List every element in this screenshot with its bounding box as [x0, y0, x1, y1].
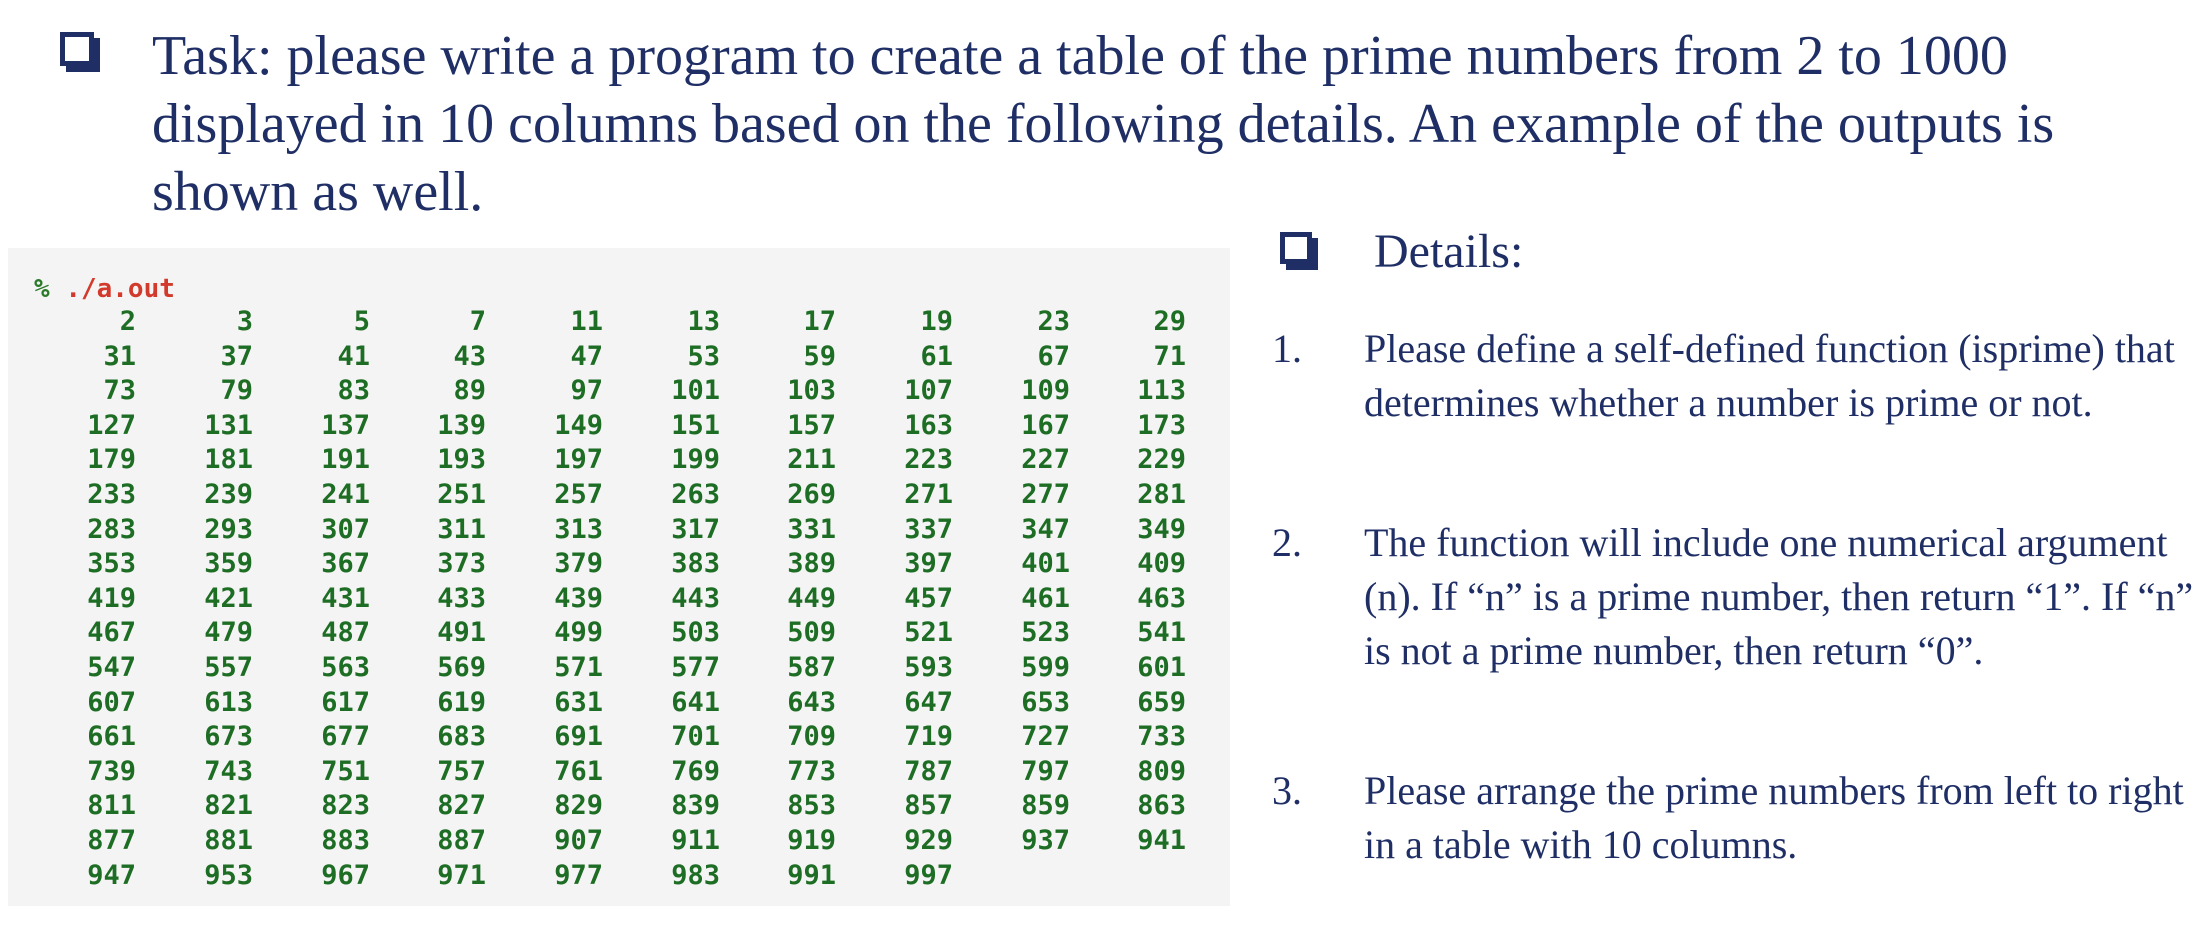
prime-cell: 337	[904, 513, 953, 545]
terminal-command: ./a.out	[65, 274, 175, 304]
prime-cell: 587	[787, 651, 836, 683]
prime-cell: 191	[321, 444, 370, 476]
prime-cell: 263	[671, 478, 720, 510]
prime-cell: 331	[787, 513, 836, 545]
list-number: 3.	[1272, 768, 1302, 813]
prime-cell: 2	[119, 306, 136, 337]
prime-cell: 229	[1137, 444, 1186, 476]
prime-cell: 19	[920, 306, 953, 337]
prime-cell: 41	[337, 340, 370, 372]
prime-cell: 251	[437, 478, 486, 510]
prime-cell: 439	[554, 582, 603, 614]
prime-cell: 991	[787, 859, 836, 891]
prime-cell: 149	[554, 409, 603, 441]
prime-cell: 911	[671, 824, 720, 856]
prime-cell: 977	[554, 859, 603, 891]
prime-cell: 179	[87, 444, 136, 476]
prime-cell: 607	[87, 686, 136, 718]
prime-cell: 613	[204, 686, 253, 718]
prime-row	[8, 583, 1230, 618]
prime-cell: 359	[204, 548, 253, 580]
prime-cell: 89	[453, 375, 486, 407]
prime-row	[8, 790, 1230, 825]
prime-row	[8, 306, 1230, 341]
list-number: 1.	[1272, 326, 1302, 371]
prime-cell: 3	[236, 306, 253, 337]
prime-cell: 751	[321, 755, 370, 787]
prime-cell: 409	[1137, 548, 1186, 580]
prime-cell: 449	[787, 582, 836, 614]
prime-row	[8, 479, 1230, 514]
prime-cell: 317	[671, 513, 720, 545]
prime-cell: 37	[220, 340, 253, 372]
prime-row	[8, 756, 1230, 791]
prime-cell: 349	[1137, 513, 1186, 545]
prime-row	[8, 652, 1230, 687]
prime-cell: 433	[437, 582, 486, 614]
prime-cell: 107	[904, 375, 953, 407]
prime-cell: 269	[787, 478, 836, 510]
prime-cell: 139	[437, 409, 486, 441]
prime-cell: 523	[1021, 617, 1070, 649]
prime-cell: 311	[437, 513, 486, 545]
prime-cell: 773	[787, 755, 836, 787]
prime-cell: 593	[904, 651, 953, 683]
prime-cell: 617	[321, 686, 370, 718]
prime-cell: 31	[103, 340, 136, 372]
prime-cell: 431	[321, 582, 370, 614]
prime-cell: 757	[437, 755, 486, 787]
prime-cell: 547	[87, 651, 136, 683]
prime-cell: 491	[437, 617, 486, 649]
prime-cell: 457	[904, 582, 953, 614]
prime-cell: 109	[1021, 375, 1070, 407]
prime-cell: 467	[87, 617, 136, 649]
prime-cell: 739	[87, 755, 136, 787]
prime-cell: 271	[904, 478, 953, 510]
prime-cell: 809	[1137, 755, 1186, 787]
prime-cell: 79	[220, 375, 253, 407]
prime-cell: 839	[671, 790, 720, 822]
prime-cell: 661	[87, 721, 136, 753]
prime-cell: 569	[437, 651, 486, 683]
prime-cell: 211	[787, 444, 836, 476]
prime-cell: 443	[671, 582, 720, 614]
prime-cell: 571	[554, 651, 603, 683]
prime-row	[8, 341, 1230, 376]
prime-cell: 853	[787, 790, 836, 822]
terminal-prompt-line	[34, 272, 175, 306]
prime-row	[8, 860, 1230, 895]
prime-cell: 727	[1021, 721, 1070, 753]
prime-cell: 967	[321, 859, 370, 891]
prime-cell: 719	[904, 721, 953, 753]
prime-cell: 631	[554, 686, 603, 718]
prime-cell: 281	[1137, 478, 1186, 510]
list-item-text: Please define a self-defined function (isprime) that determines whether a number is prime or not.	[1364, 326, 2175, 425]
prime-cell: 61	[920, 340, 953, 372]
prime-cell: 769	[671, 755, 720, 787]
prime-cell: 173	[1137, 409, 1186, 441]
prime-cell: 83	[337, 375, 370, 407]
prime-cell: 353	[87, 548, 136, 580]
prime-cell: 997	[904, 859, 953, 891]
prime-cell: 509	[787, 617, 836, 649]
prime-cell: 293	[204, 513, 253, 545]
prime-cell: 821	[204, 790, 253, 822]
prime-cell: 277	[1021, 478, 1070, 510]
prime-cell: 733	[1137, 721, 1186, 753]
prime-cell: 307	[321, 513, 370, 545]
prime-cell: 197	[554, 444, 603, 476]
prime-cell: 97	[570, 375, 603, 407]
prime-cell: 379	[554, 548, 603, 580]
prime-cell: 683	[437, 721, 486, 753]
prime-number-table	[8, 306, 1230, 894]
prime-cell: 43	[453, 340, 486, 372]
prime-row	[8, 548, 1230, 583]
prime-cell: 373	[437, 548, 486, 580]
prime-cell: 397	[904, 548, 953, 580]
prime-cell: 677	[321, 721, 370, 753]
prime-cell: 643	[787, 686, 836, 718]
prime-cell: 239	[204, 478, 253, 510]
prime-cell: 59	[803, 340, 836, 372]
prime-cell: 941	[1137, 824, 1186, 856]
list-number: 2.	[1272, 520, 1302, 565]
prime-row	[8, 617, 1230, 652]
prime-cell: 17	[803, 306, 836, 337]
prime-cell: 541	[1137, 617, 1186, 649]
prime-cell: 859	[1021, 790, 1070, 822]
prime-cell: 127	[87, 409, 136, 441]
prime-row	[8, 444, 1230, 479]
prime-cell: 691	[554, 721, 603, 753]
prime-cell: 673	[204, 721, 253, 753]
prime-cell: 599	[1021, 651, 1070, 683]
prime-cell: 929	[904, 824, 953, 856]
list-item-text: Please arrange the prime numbers from left to right in a table with 10 columns.	[1364, 768, 2184, 867]
prime-cell: 367	[321, 548, 370, 580]
prime-cell: 113	[1137, 375, 1186, 407]
prime-cell: 389	[787, 548, 836, 580]
prime-cell: 233	[87, 478, 136, 510]
prime-cell: 653	[1021, 686, 1070, 718]
prime-cell: 71	[1153, 340, 1186, 372]
prime-cell: 953	[204, 859, 253, 891]
prime-cell: 421	[204, 582, 253, 614]
prime-cell: 67	[1037, 340, 1070, 372]
prime-row	[8, 375, 1230, 410]
prime-cell: 487	[321, 617, 370, 649]
prime-cell: 647	[904, 686, 953, 718]
list-item-text: The function will include one numerical argument (n). If “n” is a prime number, then return “1”. If “n” is not a prime number, then return “0”.	[1364, 520, 2194, 673]
prime-cell: 701	[671, 721, 720, 753]
prime-cell: 241	[321, 478, 370, 510]
prime-row	[8, 721, 1230, 756]
prime-cell: 563	[321, 651, 370, 683]
prime-cell: 137	[321, 409, 370, 441]
prime-cell: 13	[687, 306, 720, 337]
prime-cell: 601	[1137, 651, 1186, 683]
prime-cell: 971	[437, 859, 486, 891]
prime-cell: 659	[1137, 686, 1186, 718]
details-heading: Details:	[1374, 225, 1524, 278]
prime-cell: 857	[904, 790, 953, 822]
prime-cell: 881	[204, 824, 253, 856]
prime-cell: 641	[671, 686, 720, 718]
prime-cell: 787	[904, 755, 953, 787]
prime-row	[8, 825, 1230, 860]
prime-cell: 73	[103, 375, 136, 407]
prime-cell: 29	[1153, 306, 1186, 337]
prime-cell: 257	[554, 478, 603, 510]
prime-row	[8, 514, 1230, 549]
prime-cell: 199	[671, 444, 720, 476]
prime-cell: 823	[321, 790, 370, 822]
prime-cell: 313	[554, 513, 603, 545]
prime-cell: 7	[469, 306, 486, 337]
prompt-symbol: %	[34, 274, 50, 304]
prime-cell: 907	[554, 824, 603, 856]
prime-cell: 223	[904, 444, 953, 476]
prime-cell: 401	[1021, 548, 1070, 580]
prime-cell: 419	[87, 582, 136, 614]
prime-cell: 193	[437, 444, 486, 476]
prime-cell: 347	[1021, 513, 1070, 545]
prime-cell: 131	[204, 409, 253, 441]
prime-cell: 101	[671, 375, 720, 407]
task-checkbox-icon	[60, 32, 94, 66]
prime-cell: 761	[554, 755, 603, 787]
prime-cell: 47	[570, 340, 603, 372]
prime-cell: 11	[570, 306, 603, 337]
prime-row	[8, 687, 1230, 722]
prime-cell: 797	[1021, 755, 1070, 787]
prime-cell: 23	[1037, 306, 1070, 337]
prime-cell: 743	[204, 755, 253, 787]
prime-cell: 887	[437, 824, 486, 856]
prime-cell: 5	[353, 306, 370, 337]
prime-cell: 877	[87, 824, 136, 856]
prime-cell: 919	[787, 824, 836, 856]
prime-cell: 151	[671, 409, 720, 441]
prime-cell: 103	[787, 375, 836, 407]
prime-cell: 163	[904, 409, 953, 441]
prime-cell: 181	[204, 444, 253, 476]
task-description: Task: please write a program to create a table of the prime numbers from 2 to 1000 displayed in 10 columns based on the following details. An example of the outputs is shown as well.	[152, 25, 2055, 223]
prime-cell: 521	[904, 617, 953, 649]
prime-cell: 157	[787, 409, 836, 441]
prime-cell: 709	[787, 721, 836, 753]
terminal-output-panel	[8, 248, 1230, 906]
prime-cell: 811	[87, 790, 136, 822]
prime-cell: 829	[554, 790, 603, 822]
prime-cell: 167	[1021, 409, 1070, 441]
prime-cell: 227	[1021, 444, 1070, 476]
prime-cell: 619	[437, 686, 486, 718]
prime-cell: 283	[87, 513, 136, 545]
prime-cell: 983	[671, 859, 720, 891]
prime-cell: 53	[687, 340, 720, 372]
prime-cell: 479	[204, 617, 253, 649]
prime-cell: 863	[1137, 790, 1186, 822]
prime-cell: 937	[1021, 824, 1070, 856]
prime-cell: 499	[554, 617, 603, 649]
prime-cell: 557	[204, 651, 253, 683]
prime-row	[8, 410, 1230, 445]
prime-cell: 827	[437, 790, 486, 822]
prime-cell: 577	[671, 651, 720, 683]
prime-cell: 503	[671, 617, 720, 649]
prime-cell: 383	[671, 548, 720, 580]
details-checkbox-icon	[1280, 232, 1312, 264]
prime-cell: 883	[321, 824, 370, 856]
prime-cell: 463	[1137, 582, 1186, 614]
prime-cell: 947	[87, 859, 136, 891]
prime-cell: 461	[1021, 582, 1070, 614]
